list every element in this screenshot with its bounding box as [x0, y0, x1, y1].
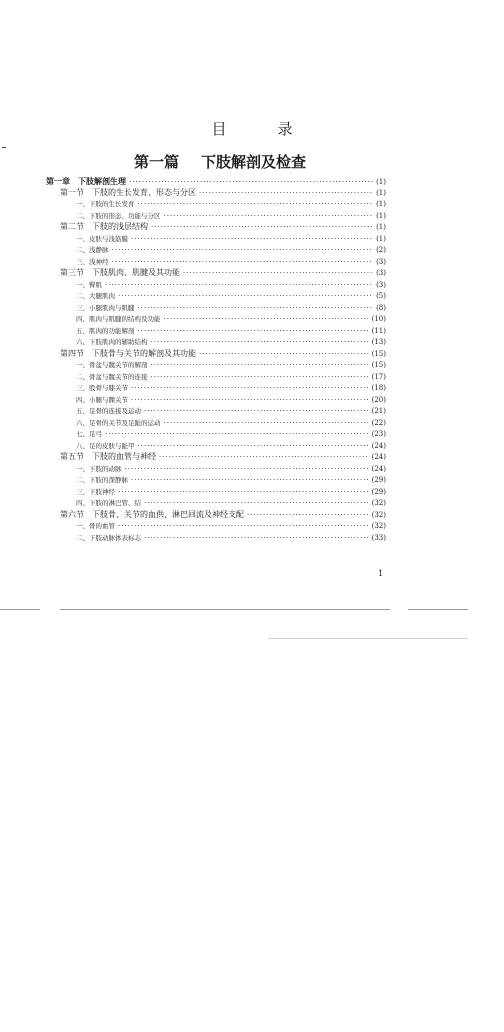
toc-entry-title: 五、足骨的连接及运动 — [76, 407, 141, 415]
toc-page-ref: (1) — [376, 178, 386, 186]
toc-item — [76, 372, 386, 382]
toc-page-ref: (11) — [371, 326, 386, 335]
dot-leader — [159, 452, 369, 462]
dot-leader — [199, 188, 373, 198]
toc-entry-title: 一、骨的血管 — [76, 522, 115, 530]
toc-entry-title: 第四节 下肢骨与关节的解剖及其功能 — [60, 348, 196, 358]
dot-leader — [112, 245, 374, 255]
toc-entry-title: 三、浅神经 — [76, 257, 109, 266]
toc-item — [76, 418, 386, 428]
dot-leader — [144, 406, 369, 416]
toc-entry-title: 一、骨盆与髋关节的解剖 — [76, 361, 148, 369]
toc-item — [76, 234, 386, 244]
toc-item — [76, 257, 386, 267]
toc-entry-title: 第一章 下肢解剖生理 — [46, 176, 126, 186]
toc-entry-title: 四、下肢的淋巴管、结 — [76, 499, 141, 507]
toc-entry-title: 一、皮肤与浅筋膜 — [76, 234, 128, 243]
dot-leader — [151, 337, 369, 347]
scan-artifact-line — [408, 609, 468, 610]
toc-page-ref: (3) — [376, 269, 386, 277]
toc-page-ref: (24) — [371, 464, 386, 473]
toc-page-ref: (1) — [376, 188, 386, 197]
toc-page-ref: (10) — [371, 315, 386, 323]
toc-page-ref: (33) — [371, 533, 386, 542]
toc-entry-title: 五、肌肉的功能解剖 — [76, 326, 135, 335]
dot-leader — [183, 268, 373, 278]
toc-section — [60, 452, 386, 462]
toc-item — [76, 429, 386, 439]
page-title: 目 录 — [211, 120, 311, 138]
part-name: 下肢解剖及检查 — [201, 153, 307, 171]
part-heading — [134, 151, 306, 172]
toc-page-ref: (29) — [371, 476, 386, 484]
toc-entry-title: 三、小腿肌肉与肌腱 — [76, 303, 135, 312]
toc-page-ref: (1) — [376, 234, 386, 243]
dot-leader — [118, 291, 373, 301]
toc-entry-title: 四、小腿与踝关节 — [76, 395, 128, 404]
toc-page-ref: (20) — [371, 395, 386, 404]
toc-entry-title: 四、肌肉与肌腱的结构及功能 — [76, 315, 161, 323]
dot-leader — [144, 533, 369, 543]
toc-page-ref: (17) — [371, 372, 386, 381]
dot-leader — [131, 234, 373, 244]
dot-leader — [112, 257, 374, 267]
toc-item — [76, 280, 386, 290]
dot-leader — [131, 383, 369, 393]
toc-section — [60, 268, 386, 278]
toc-page-ref: (32) — [371, 499, 386, 507]
dot-leader — [164, 211, 374, 221]
toc-entry-title: 七、足弓 — [76, 430, 102, 438]
toc-item — [76, 441, 386, 451]
toc-section — [60, 188, 386, 198]
toc-section — [60, 349, 386, 359]
toc-item — [76, 314, 386, 324]
dot-leader — [151, 360, 369, 370]
toc-page-ref: (13) — [371, 338, 386, 346]
part-number: 第一篇 — [134, 153, 180, 171]
scan-artifact-line — [0, 609, 40, 610]
toc-item — [76, 406, 386, 416]
toc-item — [76, 291, 386, 301]
toc-page-ref: (3) — [376, 280, 386, 289]
toc-entry-title: 第三节 下肢肌肉、肌腱及其功能 — [60, 268, 180, 277]
toc-page-ref: (32) — [371, 522, 386, 530]
toc-entry-title: 三、股骨与膝关节 — [76, 384, 128, 392]
toc-item — [76, 211, 386, 221]
toc-chapter — [46, 176, 386, 187]
toc-entry-title: 一、臀肌 — [76, 280, 102, 289]
toc-page-ref: (2) — [376, 246, 386, 254]
dot-leader — [138, 326, 369, 336]
toc-entry-title: 二、浅静脉 — [76, 246, 109, 254]
toc-page-ref: (3) — [376, 257, 386, 266]
toc-entry-title: 第二节 下肢的浅层结构 — [60, 222, 148, 231]
toc-item — [76, 326, 386, 336]
dot-leader — [151, 222, 373, 232]
toc-entry-title: 第六节 下肢骨、关节的血供、淋巴回流及神经支配 — [60, 509, 244, 519]
toc-item — [76, 487, 386, 497]
toc-item — [76, 383, 386, 393]
toc-item — [76, 199, 386, 209]
dot-leader — [247, 510, 369, 520]
dot-leader — [105, 280, 373, 290]
toc-page-ref: (1) — [376, 223, 386, 231]
dot-leader — [138, 303, 374, 313]
toc-item — [76, 395, 386, 405]
scan-artifact-mark — [2, 147, 6, 148]
dot-leader — [125, 464, 369, 474]
dot-leader — [118, 487, 369, 497]
toc-item — [76, 533, 386, 543]
toc-page-ref: (1) — [376, 200, 386, 208]
toc-item — [76, 521, 386, 531]
toc-item — [76, 360, 386, 370]
toc-item — [76, 475, 386, 485]
toc-item — [76, 464, 386, 474]
dot-leader — [129, 177, 373, 187]
toc-entry-title: 第一节 下肢的生长发育、形态与分区 — [60, 187, 196, 197]
toc-page-ref: (32) — [371, 510, 386, 519]
page-number: 1 — [378, 569, 384, 578]
toc-entry-title: 二、大腿肌肉 — [76, 292, 115, 300]
toc-entry-title: 二、下肢的形态、功能与分区 — [76, 211, 161, 220]
toc-entry-title: 第五节 下肢的血管与神经 — [60, 452, 156, 461]
dot-leader — [144, 498, 369, 508]
toc-page-ref: (29) — [371, 487, 386, 496]
dot-leader — [164, 418, 369, 428]
toc-page-ref: (18) — [371, 384, 386, 392]
toc-page-ref: (21) — [371, 407, 386, 415]
toc-section — [60, 222, 386, 232]
toc-entry-title: 六、下肢肌肉的辅助结构 — [76, 338, 148, 346]
dot-leader — [118, 521, 369, 531]
toc-page-ref: (5) — [376, 292, 386, 300]
dot-leader — [131, 395, 369, 405]
toc-entry-title: 六、足骨的关节及足趾的运动 — [76, 418, 161, 427]
dot-leader — [131, 475, 369, 485]
toc-entry-title: 一、下肢的动脉 — [76, 464, 122, 473]
toc-entry-title: 三、下肢神经 — [76, 487, 115, 496]
toc-item — [76, 303, 386, 313]
dot-leader — [151, 372, 369, 382]
dot-leader — [164, 314, 369, 324]
toc-page-ref: (24) — [371, 453, 386, 461]
toc-entry-title: 一、下肢的生长发育 — [76, 200, 135, 208]
toc-page-ref: (24) — [371, 441, 386, 450]
toc-section — [60, 510, 386, 520]
toc-page-ref: (22) — [371, 418, 386, 427]
toc-page-ref: (1) — [376, 211, 386, 220]
scan-artifact-line — [268, 638, 468, 639]
toc-item — [76, 245, 386, 255]
dot-leader — [138, 199, 374, 209]
scan-artifact-line — [60, 609, 390, 610]
dot-leader — [105, 429, 369, 439]
toc-item — [76, 337, 386, 347]
toc-page-ref: (15) — [371, 349, 386, 358]
toc-entry-title: 二、下肢动脉体表标志 — [76, 533, 141, 542]
toc-page-ref: (23) — [371, 430, 386, 438]
toc-item — [76, 498, 386, 508]
dot-leader — [199, 349, 369, 359]
toc-page-ref: (15) — [371, 361, 386, 369]
toc-entry-title: 二、骨盆与髋关节的连接 — [76, 372, 148, 381]
toc-entry-title: 八、足的皮肤与趾甲 — [76, 441, 135, 450]
toc-entry-title: 二、下肢的深静脉 — [76, 476, 128, 484]
toc-page-ref: (8) — [376, 303, 386, 312]
dot-leader — [138, 441, 369, 451]
